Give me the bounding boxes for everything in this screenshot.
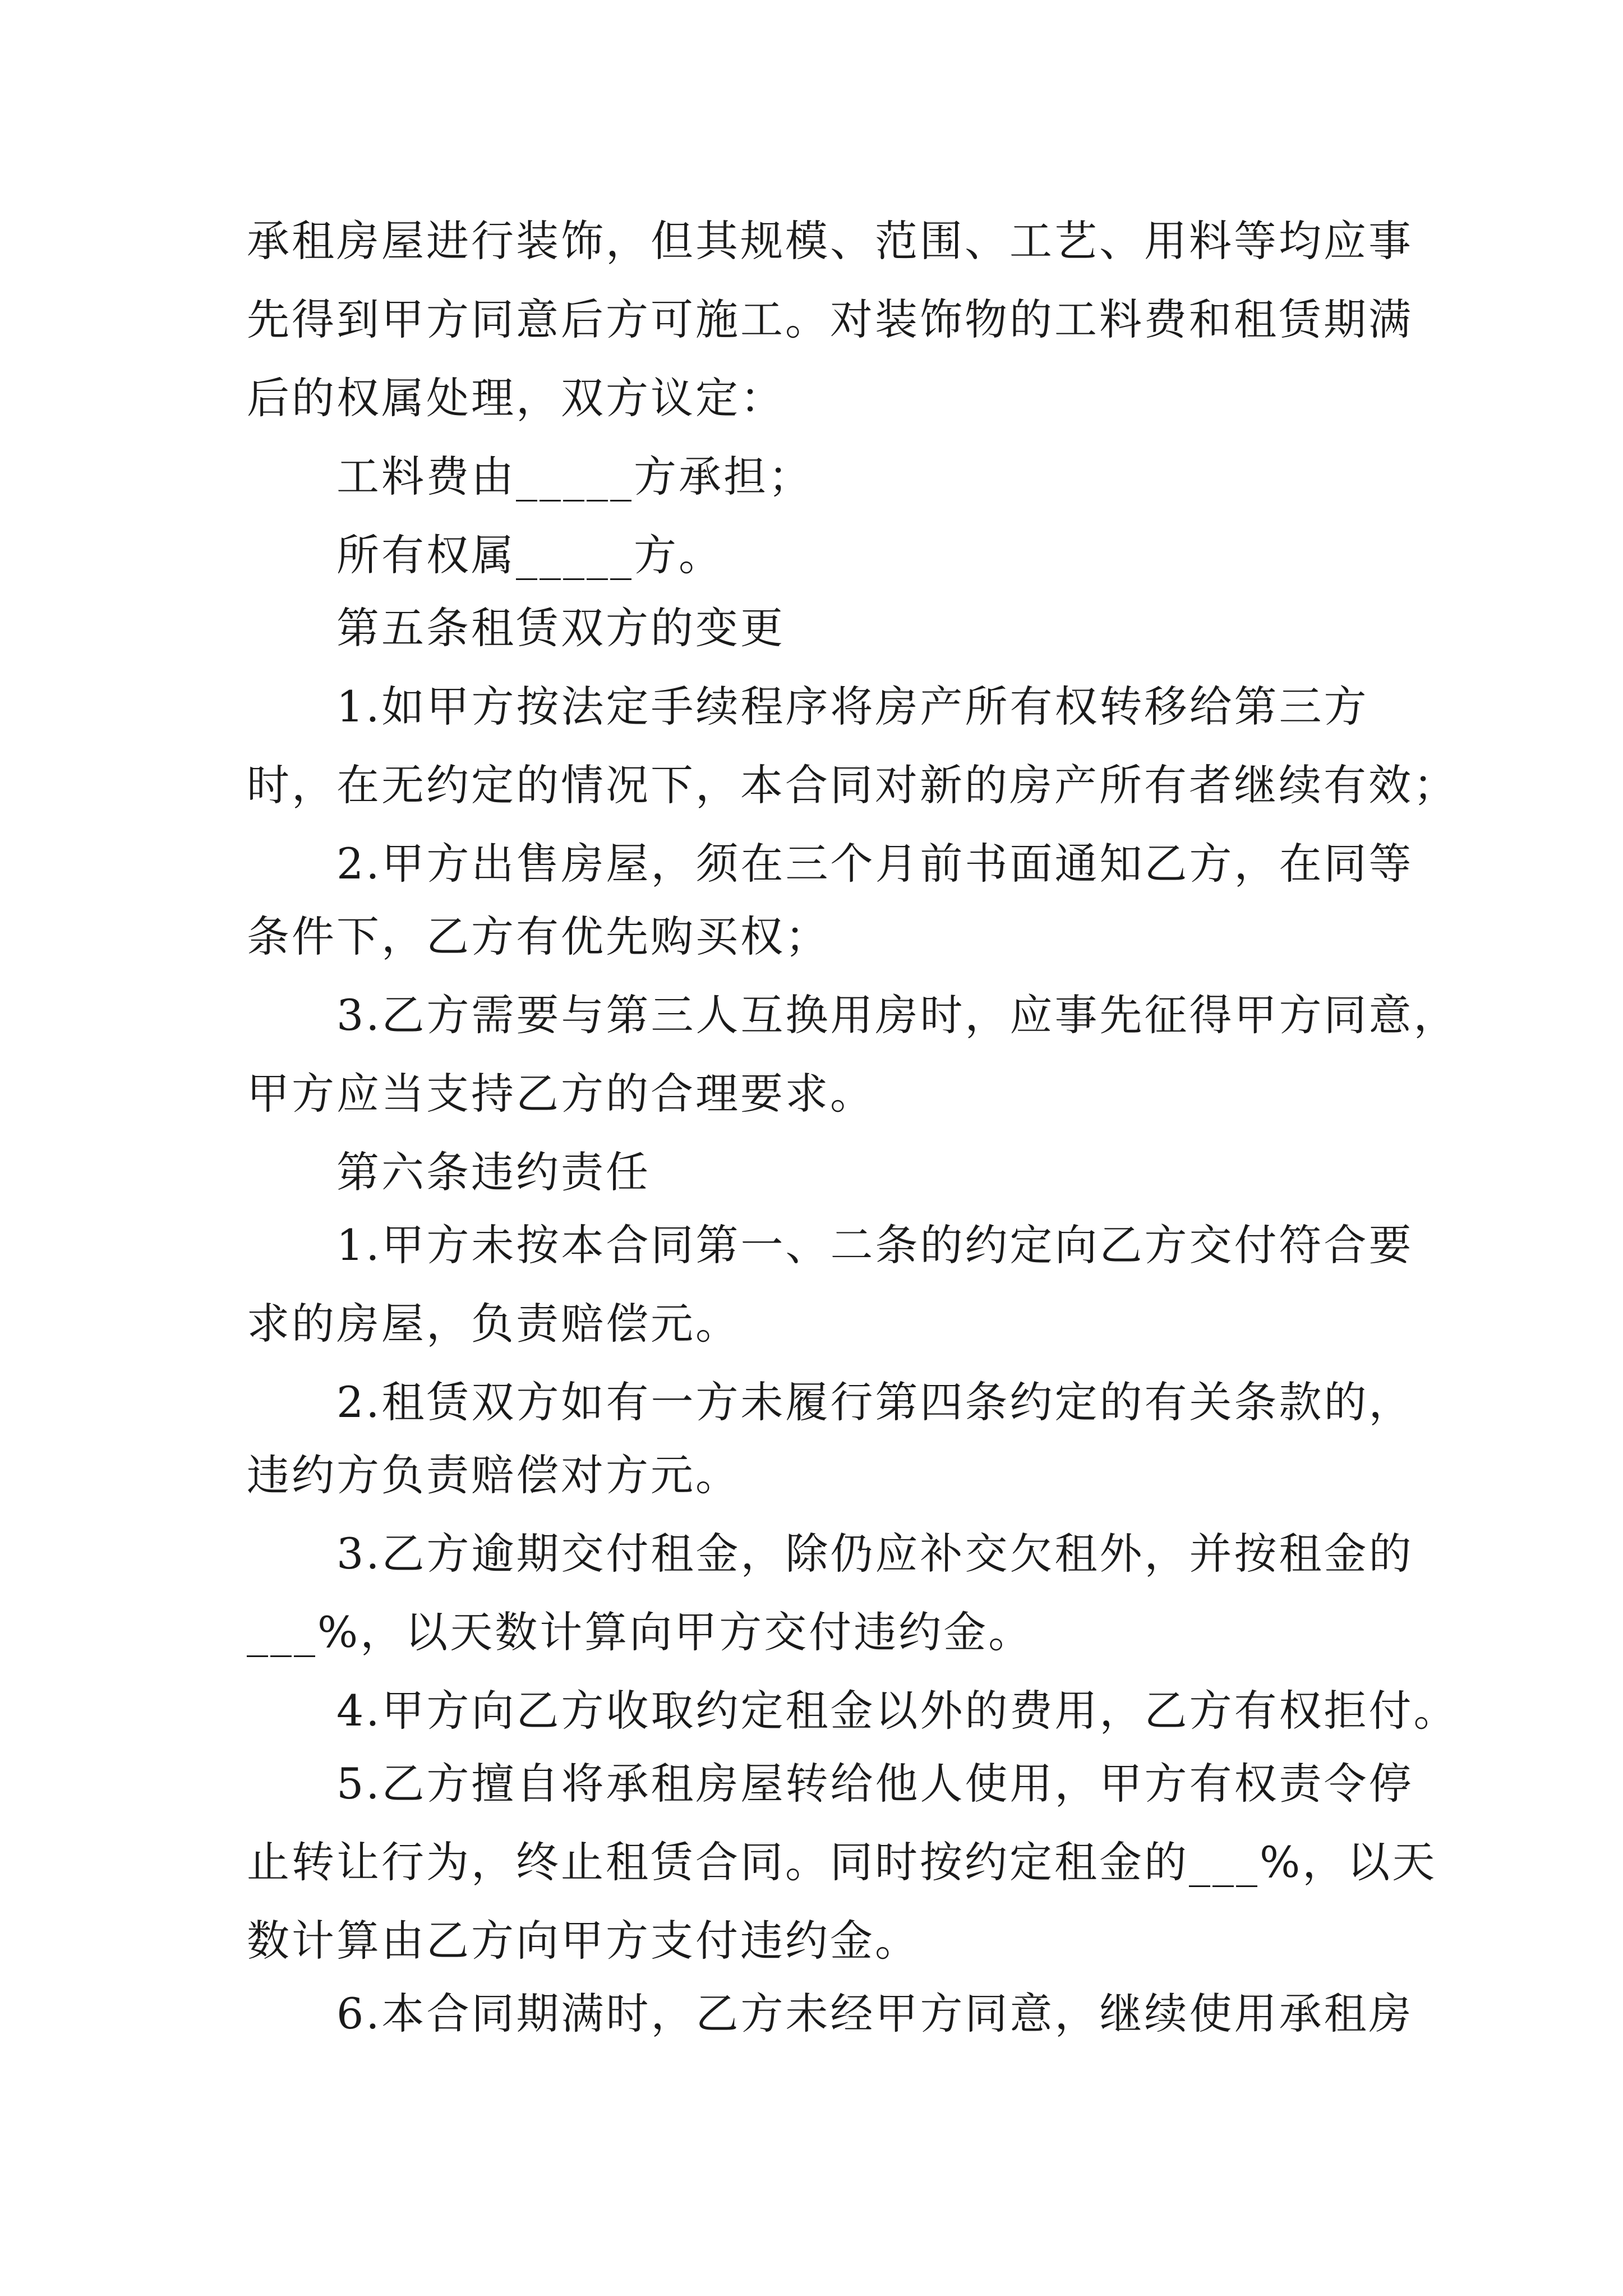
text-line: 时，在无约定的情况下，本合同对新的房产所有者继续有效； bbox=[247, 760, 1458, 810]
text-line: 6.本合同期满时，乙方未经甲方同意，继续使用承租房 bbox=[336, 1989, 1414, 2039]
text-line: 甲方应当支持乙方的合理要求。 bbox=[247, 1069, 875, 1119]
text-line: 所有权属_____方。 bbox=[336, 530, 723, 580]
text-line: ___%，以天数计算向甲方交付违约金。 bbox=[247, 1607, 1034, 1657]
text-line: 条件下，乙方有优先购买权； bbox=[247, 912, 830, 961]
text-line: 5.乙方擅自将承租房屋转给他人使用，甲方有权责令停 bbox=[336, 1759, 1414, 1809]
text-line: 2.甲方出售房屋，须在三个月前书面通知乙方，在同等 bbox=[336, 839, 1414, 889]
text-line: 数计算由乙方向甲方支付违约金。 bbox=[247, 1916, 920, 1966]
text-line: 先得到甲方同意后方可施工。对装饰物的工料费和租赁期满 bbox=[247, 295, 1413, 344]
text-line: 工料费由_____方承担； bbox=[336, 452, 813, 501]
text-line: 后的权属处理，双方议定： bbox=[247, 373, 785, 423]
text-line: 违约方负责赔偿对方元。 bbox=[247, 1450, 740, 1500]
text-line: 3.乙方逾期交付租金，除仍应补交欠租外，并按租金的 bbox=[336, 1529, 1414, 1579]
text-line: 承租房屋进行装饰，但其规模、范围、工艺、用料等均应事 bbox=[247, 216, 1413, 266]
text-line: 1.甲方未按本合同第一、二条的约定向乙方交付符合要 bbox=[336, 1220, 1414, 1270]
text-line: 2.租赁双方如有一方未履行第四条约定的有关条款的， bbox=[336, 1377, 1414, 1427]
text-line: 4.甲方向乙方收取约定租金以外的费用，乙方有权拒付。 bbox=[336, 1686, 1459, 1736]
section-heading: 第五条租赁双方的变更 bbox=[336, 603, 785, 653]
text-line: 1.如甲方按法定手续程序将房产所有权转移给第三方 bbox=[336, 682, 1369, 731]
text-line: 止转让行为，终止租赁合同。同时按约定租金的___%，以天 bbox=[247, 1837, 1437, 1887]
text-line: 求的房屋，负责赔偿元。 bbox=[247, 1299, 740, 1349]
section-heading: 第六条违约责任 bbox=[336, 1147, 651, 1197]
text-line: 3.乙方需要与第三人互换用房时，应事先征得甲方同意， bbox=[336, 990, 1459, 1040]
